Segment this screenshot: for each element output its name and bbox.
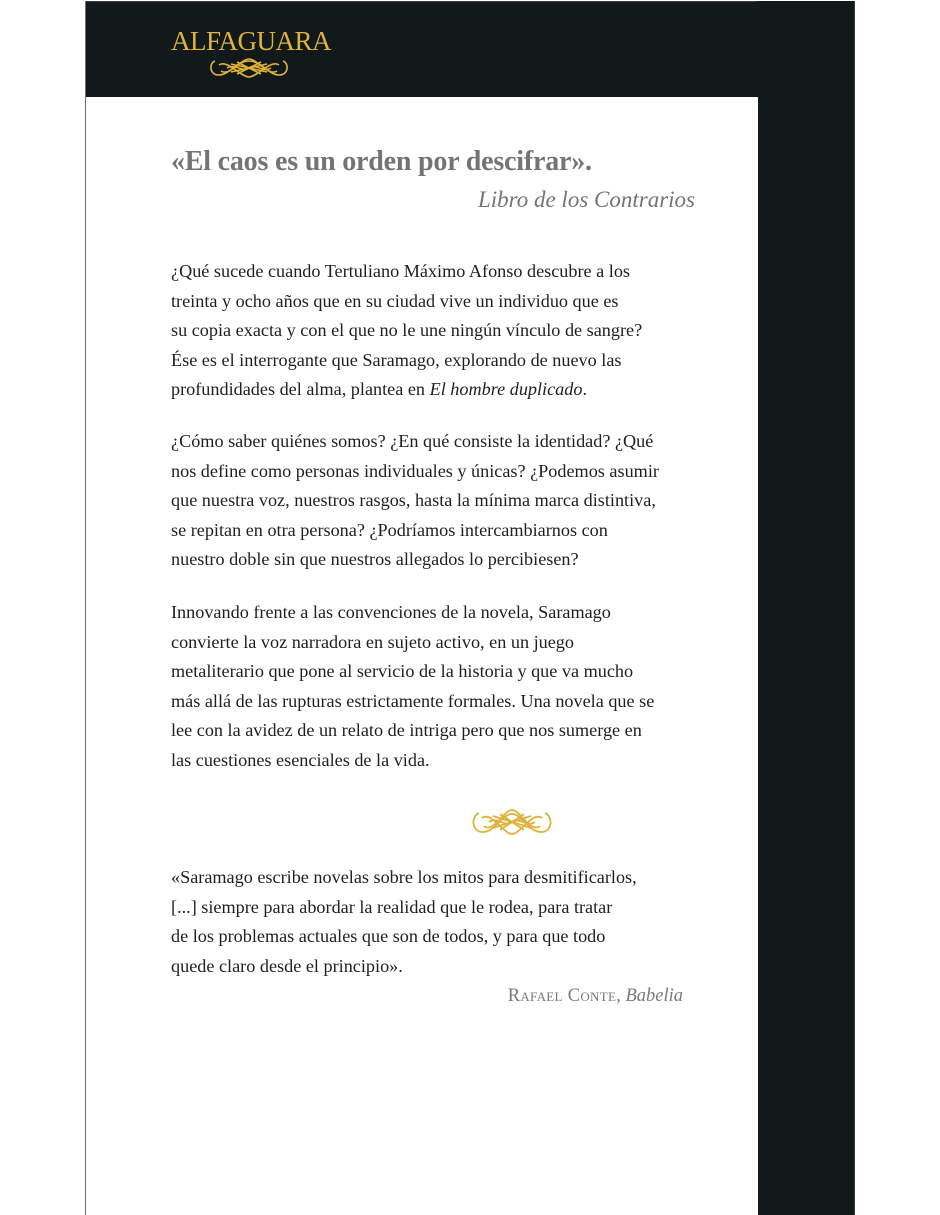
text-line: quede claro desde el principio». xyxy=(171,955,403,976)
review-quote xyxy=(171,863,696,981)
text-line: Ése es el interrogante que Saramago, explorando de nuevo las xyxy=(171,349,622,370)
text-line: «Saramago escribe novelas sobre los mitos para desmitificarlos, xyxy=(171,867,637,887)
text-fragment: profundidades del alma, plantea en xyxy=(171,379,430,400)
text-line: nuestro doble sin que nuestros allegados lo percibiesen? xyxy=(171,549,579,570)
text-line: se repitan en otra persona? ¿Podríamos intercambiarnos con xyxy=(171,519,608,540)
book-back-cover xyxy=(85,1,854,1215)
text-line: nos define como personas individuales y únicas? ¿Podemos asumir xyxy=(171,460,659,481)
text-line xyxy=(171,375,696,405)
review-attribution xyxy=(171,982,683,1010)
synopsis-paragraph-1 xyxy=(171,257,696,405)
header-band xyxy=(86,1,854,97)
text-fragment: . xyxy=(582,379,588,400)
text-line: metaliterario que pone al servicio de la historia y que va mucho xyxy=(171,661,634,682)
text-line: las cuestiones esenciales de la vida. xyxy=(171,749,430,770)
text-line: convierte la voz narradora en sujeto activo, en un juego xyxy=(171,631,574,652)
text-line: ¿Qué sucede cuando Tertuliano Máximo Afonso descubre a los xyxy=(171,261,631,281)
text-line: más allá de las rupturas estrictamente formales. Una novela que se xyxy=(171,690,655,711)
knot-ornament-icon xyxy=(207,55,291,81)
epigraph-source: Libro de los Contrarios xyxy=(477,187,695,212)
epigraph-quote: «El caos es un orden por descifrar». xyxy=(171,146,592,177)
text-line: lee con la avidez de un relato de intriga pero que nos sumerge en xyxy=(171,720,642,741)
knot-ornament-icon xyxy=(469,805,555,839)
attribution-separator: , xyxy=(616,986,626,1006)
synopsis-paragraph-2 xyxy=(171,427,696,575)
review-publication: Babelia xyxy=(625,986,683,1006)
publisher-logo-text: ALFAGUARA xyxy=(171,26,332,56)
right-spine-bar xyxy=(758,1,855,1215)
synopsis-paragraph-3 xyxy=(171,598,696,776)
text-line: de los problemas actuales que son de todos, y para que todo xyxy=(171,926,606,947)
text-line: que nuestra voz, nuestros rasgos, hasta la mínima marca distintiva, xyxy=(171,490,656,511)
publisher-logo xyxy=(171,26,332,81)
text-line: ¿Cómo saber quiénes somos? ¿En qué consiste la identidad? ¿Qué xyxy=(171,431,654,451)
review-author: Rafael Conte xyxy=(507,986,617,1006)
text-line: Innovando frente a las convenciones de la novela, Saramago xyxy=(171,602,611,622)
text-line: [...] siempre para abordar la realidad que le rodea, para tratar xyxy=(171,896,613,917)
text-line: su copia exacta y con el que no le une ningún vínculo de sangre? xyxy=(171,320,643,341)
text-line: treinta y ocho años que en su ciudad vive un individuo que es xyxy=(171,290,619,311)
book-title: El hombre duplicado xyxy=(429,379,583,400)
